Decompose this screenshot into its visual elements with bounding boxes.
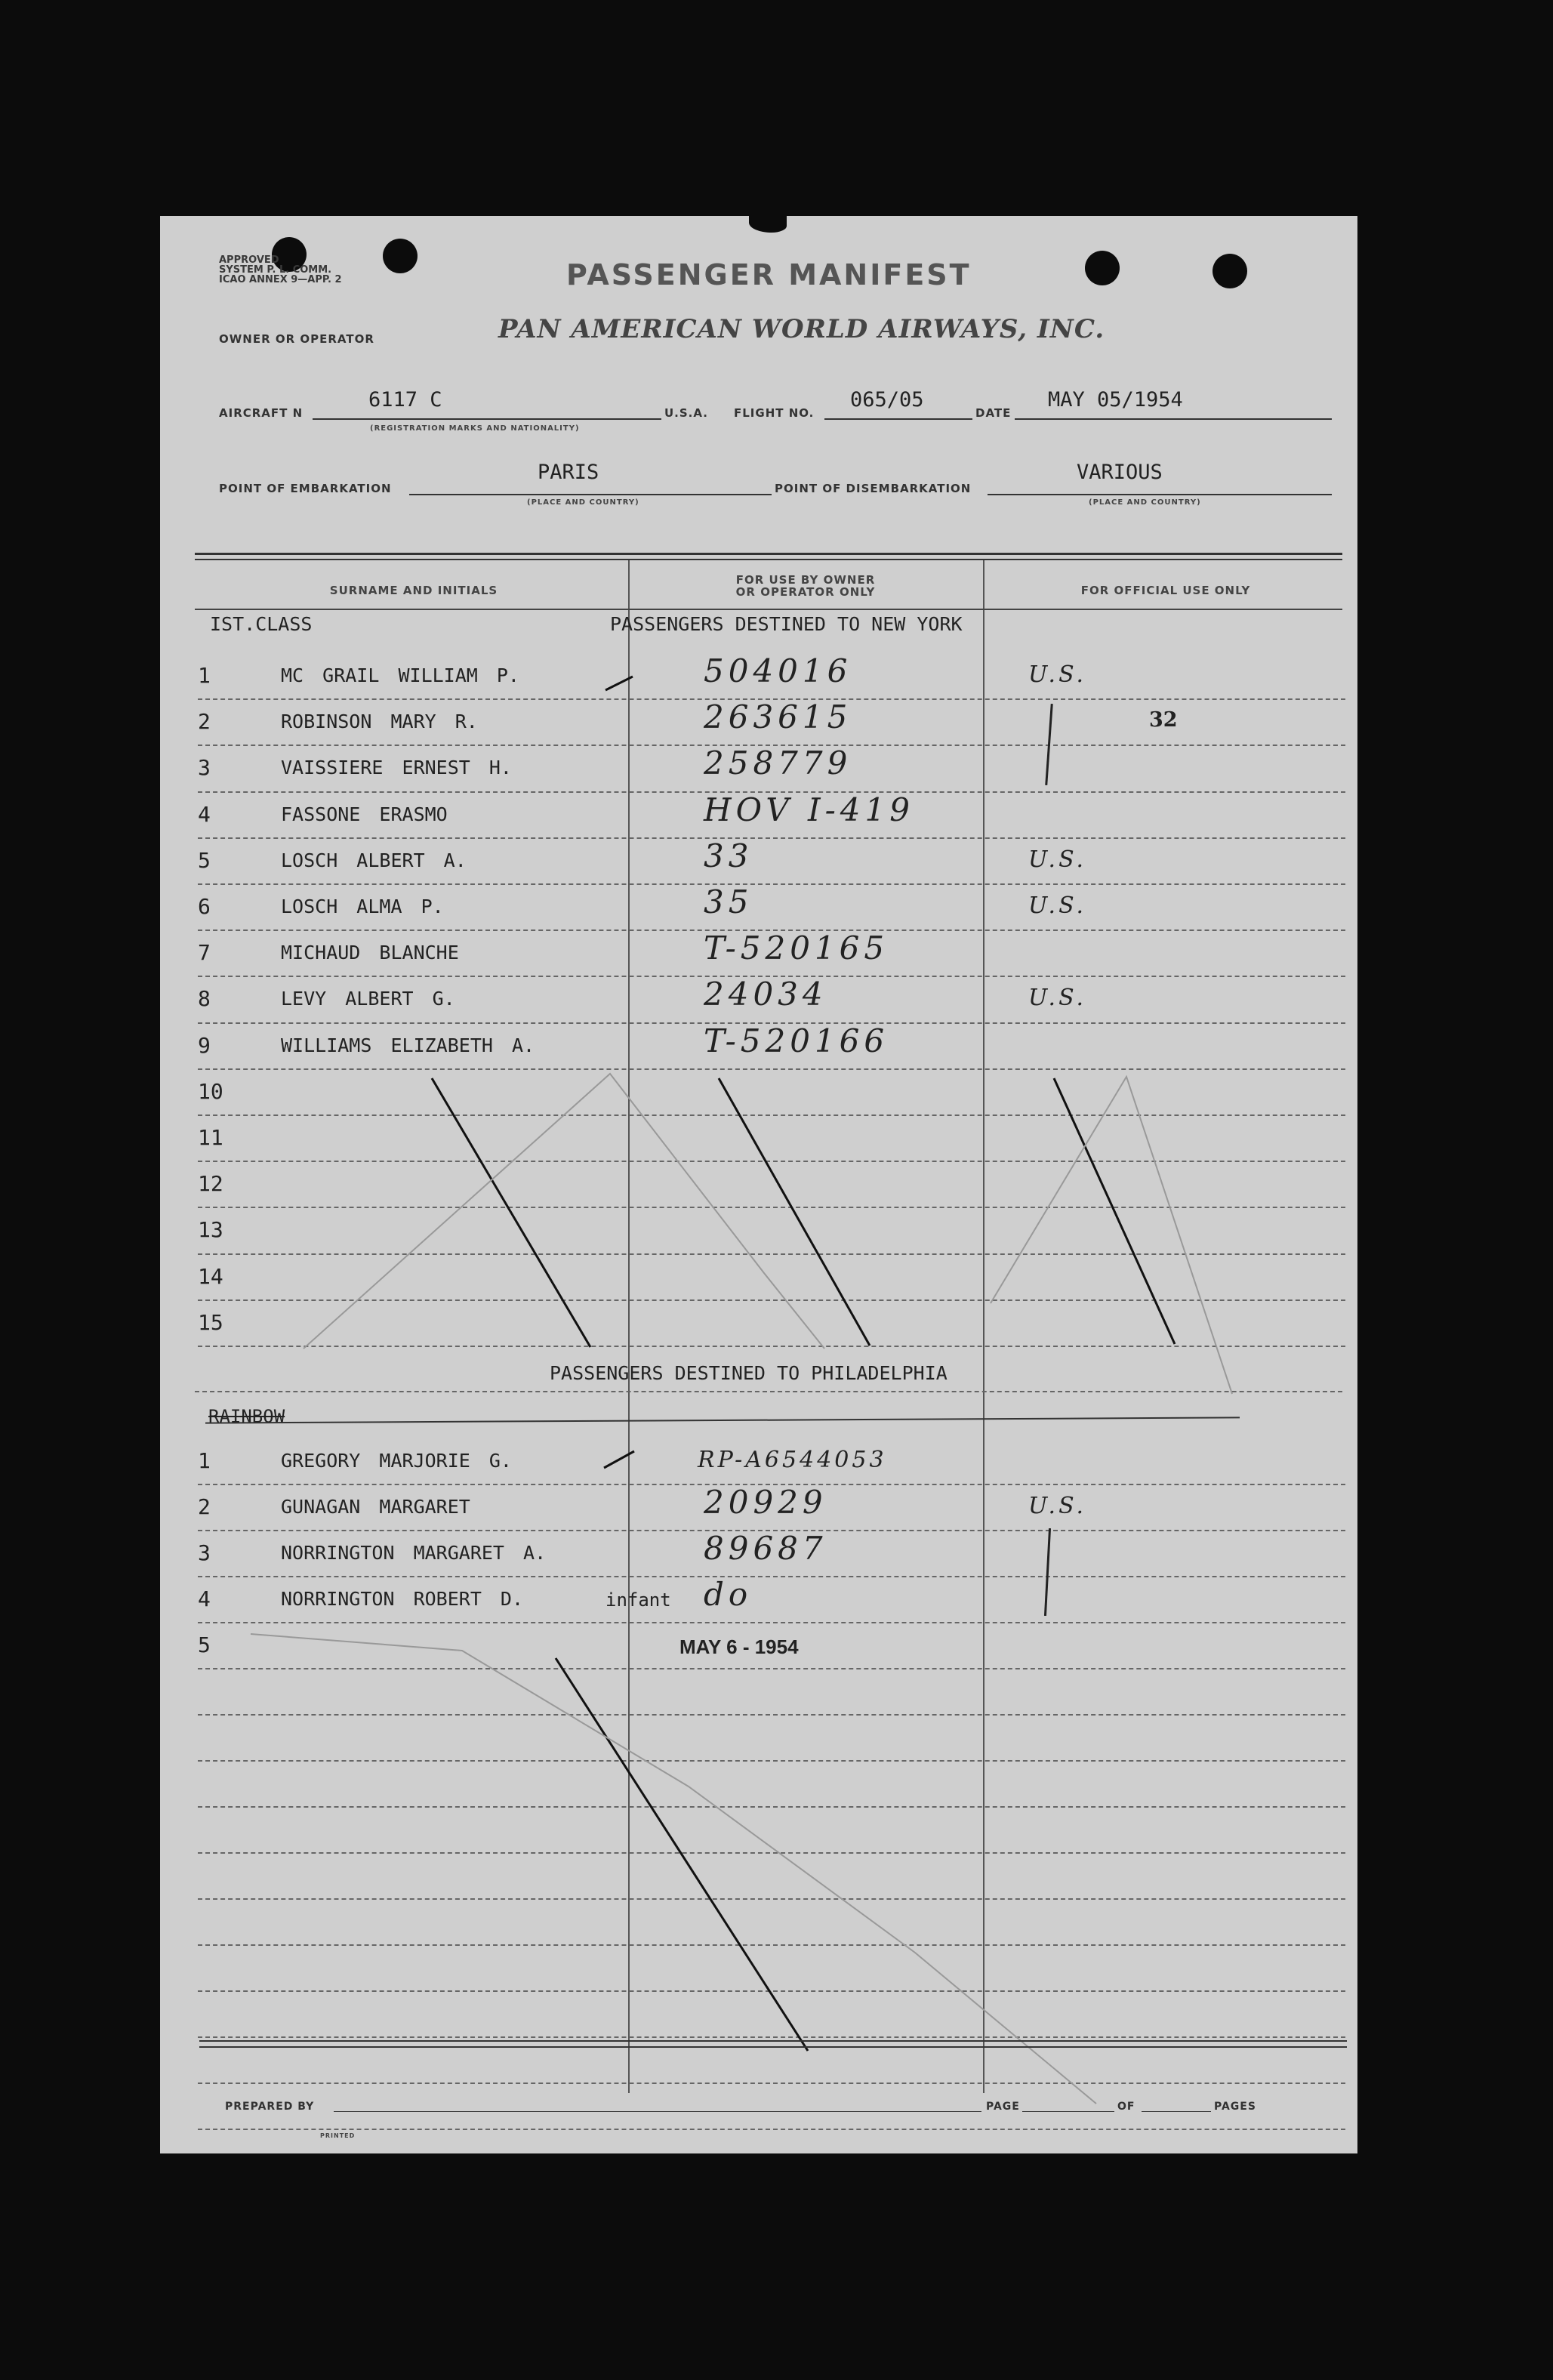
approval-line-1: APPROVED bbox=[219, 254, 279, 266]
owner-reference: T-520166 bbox=[704, 1022, 889, 1059]
column-head-official: FOR OFFICIAL USE ONLY bbox=[1080, 584, 1251, 597]
date-value: MAY 05/1954 bbox=[1048, 388, 1183, 412]
passenger-name: FASSONE ERASMO bbox=[281, 803, 448, 825]
slash-official bbox=[1054, 1078, 1175, 1344]
official-note-32: 32 bbox=[1149, 708, 1178, 732]
row-number: 1 bbox=[198, 663, 211, 688]
usa-label: U.S.A. bbox=[664, 406, 708, 420]
slash-owner bbox=[719, 1078, 870, 1346]
passenger-name: NORRINGTON ROBERT D. bbox=[281, 1588, 524, 1610]
row-number: 5 bbox=[198, 847, 211, 873]
disembark-label: POINT OF DISEMBARKATION bbox=[775, 482, 972, 495]
page-underline bbox=[1022, 2111, 1114, 2112]
row-number: 3 bbox=[198, 1540, 211, 1565]
row-number: 3 bbox=[198, 755, 211, 781]
owner-reference: HOV I-419 bbox=[704, 791, 914, 828]
page-label: PAGE bbox=[986, 2101, 1020, 2113]
embark-label: POINT OF EMBARKATION bbox=[219, 482, 392, 495]
disembark-caption: (PLACE AND COUNTRY) bbox=[1089, 498, 1201, 507]
owner-reference: do bbox=[704, 1576, 753, 1613]
of-label: OF bbox=[1117, 2101, 1135, 2113]
owner-reference: 35 bbox=[704, 883, 753, 920]
embark-caption: (PLACE AND COUNTRY) bbox=[527, 498, 639, 507]
column-head-owner-line-1: FOR USE BY OWNER bbox=[735, 573, 876, 587]
official-mark: U.S. bbox=[1028, 846, 1087, 873]
embark-value: PARIS bbox=[538, 461, 599, 484]
pencil-sweep-2 bbox=[991, 1077, 1232, 1394]
pencil-sweep-3 bbox=[251, 1634, 1096, 2104]
row-number: 13 bbox=[198, 1217, 223, 1243]
section2-class: RAINBOW bbox=[208, 1406, 285, 1427]
passenger-name: LOSCH ALMA P. bbox=[281, 896, 444, 917]
row-number: 12 bbox=[198, 1171, 223, 1197]
row-number: 2 bbox=[198, 1494, 211, 1519]
row-number: 1 bbox=[198, 1448, 211, 1473]
passenger-name: NORRINGTON MARGARET A. bbox=[281, 1542, 547, 1564]
owner-reference: 263615 bbox=[704, 698, 852, 736]
prepared-by-underline bbox=[334, 2111, 981, 2112]
section2-destination: PASSENGERS DESTINED TO PHILADELPHIA bbox=[550, 1362, 948, 1384]
manifest-title: PASSENGER MANIFEST bbox=[566, 258, 972, 291]
owner-tick-1 bbox=[605, 677, 633, 690]
column-head-owner-line-2: OR OPERATOR ONLY bbox=[735, 585, 876, 599]
row-number: 15 bbox=[198, 1309, 223, 1335]
disembark-value: VARIOUS bbox=[1077, 461, 1163, 484]
row-number: 7 bbox=[198, 940, 211, 966]
pencil-sweep-1 bbox=[304, 1074, 824, 1349]
row-number: 8 bbox=[198, 986, 211, 1012]
table-bottom-rule-2 bbox=[199, 2046, 1347, 2048]
owner-reference: 33 bbox=[704, 837, 753, 874]
row-number: 10 bbox=[198, 1078, 223, 1104]
passenger-note: infant bbox=[605, 1589, 671, 1611]
passenger-name: WILLIAMS ELIZABETH A. bbox=[281, 1034, 535, 1056]
prepared-by-label: PREPARED BY bbox=[225, 2101, 315, 2113]
flight-label: FLIGHT NO. bbox=[734, 406, 815, 420]
passenger-name: GUNAGAN MARGARET bbox=[281, 1496, 470, 1518]
row-number: 4 bbox=[198, 801, 211, 827]
passenger-name: LOSCH ALBERT A. bbox=[281, 849, 467, 871]
of-underline bbox=[1142, 2111, 1211, 2112]
row-number: 4 bbox=[198, 1586, 211, 1611]
official-mark: U.S. bbox=[1028, 985, 1087, 1012]
owner-reference: RP-A6544053 bbox=[698, 1447, 887, 1473]
official-mark: U.S. bbox=[1028, 661, 1087, 688]
passenger-name: MICHAUD BLANCHE bbox=[281, 942, 459, 964]
table-bottom-rule bbox=[199, 2040, 1347, 2042]
owner-reference: 20929 bbox=[704, 1484, 827, 1521]
manifest-sheet bbox=[160, 216, 1357, 2153]
column-head-surname: SURNAME AND INITIALS bbox=[329, 584, 498, 597]
passenger-name: LEVY ALBERT G. bbox=[281, 988, 455, 1010]
owner-tick-2 bbox=[604, 1451, 634, 1468]
owner-reference: T-520165 bbox=[704, 929, 889, 967]
row-number: 2 bbox=[198, 709, 211, 735]
passenger-name: GREGORY MARJORIE G. bbox=[281, 1450, 512, 1472]
owner-reference: 24034 bbox=[704, 976, 827, 1013]
official-mark: U.S. bbox=[1028, 1493, 1087, 1519]
approval-line-2: SYSTEM P. L. COMM. bbox=[219, 264, 332, 276]
aircraft-value: 6117 C bbox=[368, 388, 442, 412]
printed-mark: PRINTED bbox=[320, 2132, 356, 2139]
passenger-name: MC GRAIL WILLIAM P. bbox=[281, 664, 519, 686]
passenger-name: VAISSIERE ERNEST H. bbox=[281, 757, 512, 779]
row-number: 9 bbox=[198, 1032, 211, 1058]
owner-reference: 504016 bbox=[704, 652, 852, 689]
pages-label: PAGES bbox=[1214, 2101, 1256, 2113]
official-mark: U.S. bbox=[1028, 892, 1087, 919]
airline-name: PAN AMERICAN WORLD AIRWAYS, INC. bbox=[498, 314, 1105, 344]
owner-reference: 258779 bbox=[704, 745, 852, 782]
date-label: DATE bbox=[975, 406, 1012, 420]
section1-destination: PASSENGERS DESTINED TO NEW YORK bbox=[610, 613, 963, 635]
section1-class: IST.CLASS bbox=[210, 613, 313, 635]
passenger-name: ROBINSON MARY R. bbox=[281, 711, 478, 733]
row-number: 6 bbox=[198, 894, 211, 919]
row-number: 5 bbox=[198, 1632, 211, 1657]
owner-reference: 89687 bbox=[704, 1530, 827, 1567]
received-stamp: MAY 6 - 1954 bbox=[679, 1635, 799, 1658]
pen-slashes bbox=[160, 216, 1357, 2153]
slash-lower bbox=[556, 1658, 808, 2051]
aircraft-label: AIRCRAFT N bbox=[219, 406, 304, 420]
flight-value: 065/05 bbox=[850, 388, 924, 412]
row-number: 11 bbox=[198, 1125, 223, 1150]
owner-label: OWNER OR OPERATOR bbox=[219, 332, 374, 346]
approval-line-3: ICAO ANNEX 9—APP. 2 bbox=[219, 274, 342, 285]
aircraft-caption: (REGISTRATION MARKS AND NATIONALITY) bbox=[370, 424, 580, 433]
row-number: 14 bbox=[198, 1263, 223, 1289]
